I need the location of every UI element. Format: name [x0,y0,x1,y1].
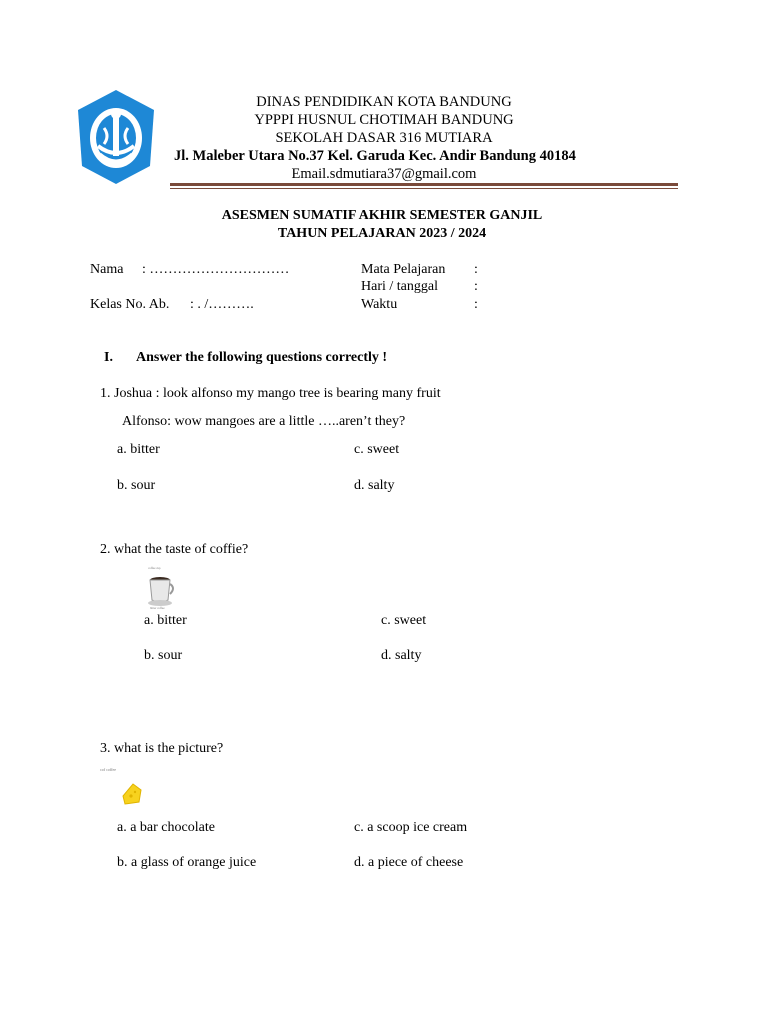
nama-value: : ………………………… [142,262,290,277]
header-address: Jl. Maleber Utara No.37 Kel. Garuda Kec. Andir Bandung 40184 [174,148,576,164]
header-line-1: DINAS PENDIDIKAN KOTA BANDUNG [256,94,512,110]
kelas-label: Kelas No. Ab. [90,297,170,312]
nama-label: Nama [90,262,124,277]
header-divider-thin [170,188,678,189]
header-line-3: SEKOLAH DASAR 316 MUTIARA [275,130,493,146]
section-number: I. [104,350,113,365]
exam-year: TAHUN PELAJARAN 2023 / 2024 [277,226,487,241]
coffee-caption-bottom: bitter coffee [150,606,165,610]
waktu-label: Waktu [361,297,398,312]
q2-option-d[interactable]: d. salty [381,648,422,663]
kelas-value: : . /………. [190,297,254,312]
question-1-line-1: 1. Joshua : look alfonso my mango tree is bearing many fruit [100,386,441,401]
header-divider-thick [170,183,678,186]
section-instruction: Answer the following questions correctly ! [136,350,388,365]
q2-option-c[interactable]: c. sweet [381,613,427,628]
question-1-line-2: Alfonso: wow mangoes are a little …..aren’t they? [122,414,406,429]
cheese-caption-top: cof coffee [100,767,117,772]
q1-option-c[interactable]: c. sweet [354,442,400,457]
coffee-caption-top: coffee cup [148,566,161,570]
q2-option-a[interactable]: a. bitter [144,613,187,628]
question-3: 3. what is the picture? [100,741,224,756]
question-2: 2. what the taste of coffie? [100,542,249,557]
q1-option-b[interactable]: b. sour [117,478,156,493]
q3-option-a[interactable]: a. a bar chocolate [117,820,215,835]
q2-option-b[interactable]: b. sour [144,648,183,663]
header-line-2: YPPPI HUSNUL CHOTIMAH BANDUNG [254,112,514,128]
q3-option-b[interactable]: b. a glass of orange juice [117,855,257,870]
header-email: Email.sdmutiara37@gmail.com [291,166,477,182]
hari-label: Hari / tanggal [361,279,438,294]
hari-colon: : [474,279,478,294]
cheese-image [121,782,143,806]
mapel-label: Mata Pelajaran [361,262,446,277]
mapel-colon: : [474,262,478,277]
q1-option-a[interactable]: a. bitter [117,442,160,457]
coffee-cup-image [146,572,176,608]
q1-option-d[interactable]: d. salty [354,478,395,493]
waktu-colon: : [474,297,478,312]
q3-option-c[interactable]: c. a scoop ice cream [354,820,468,835]
exam-title: ASESMEN SUMATIF AKHIR SEMESTER GANJIL [221,208,543,223]
q3-option-d[interactable]: d. a piece of cheese [354,855,464,870]
